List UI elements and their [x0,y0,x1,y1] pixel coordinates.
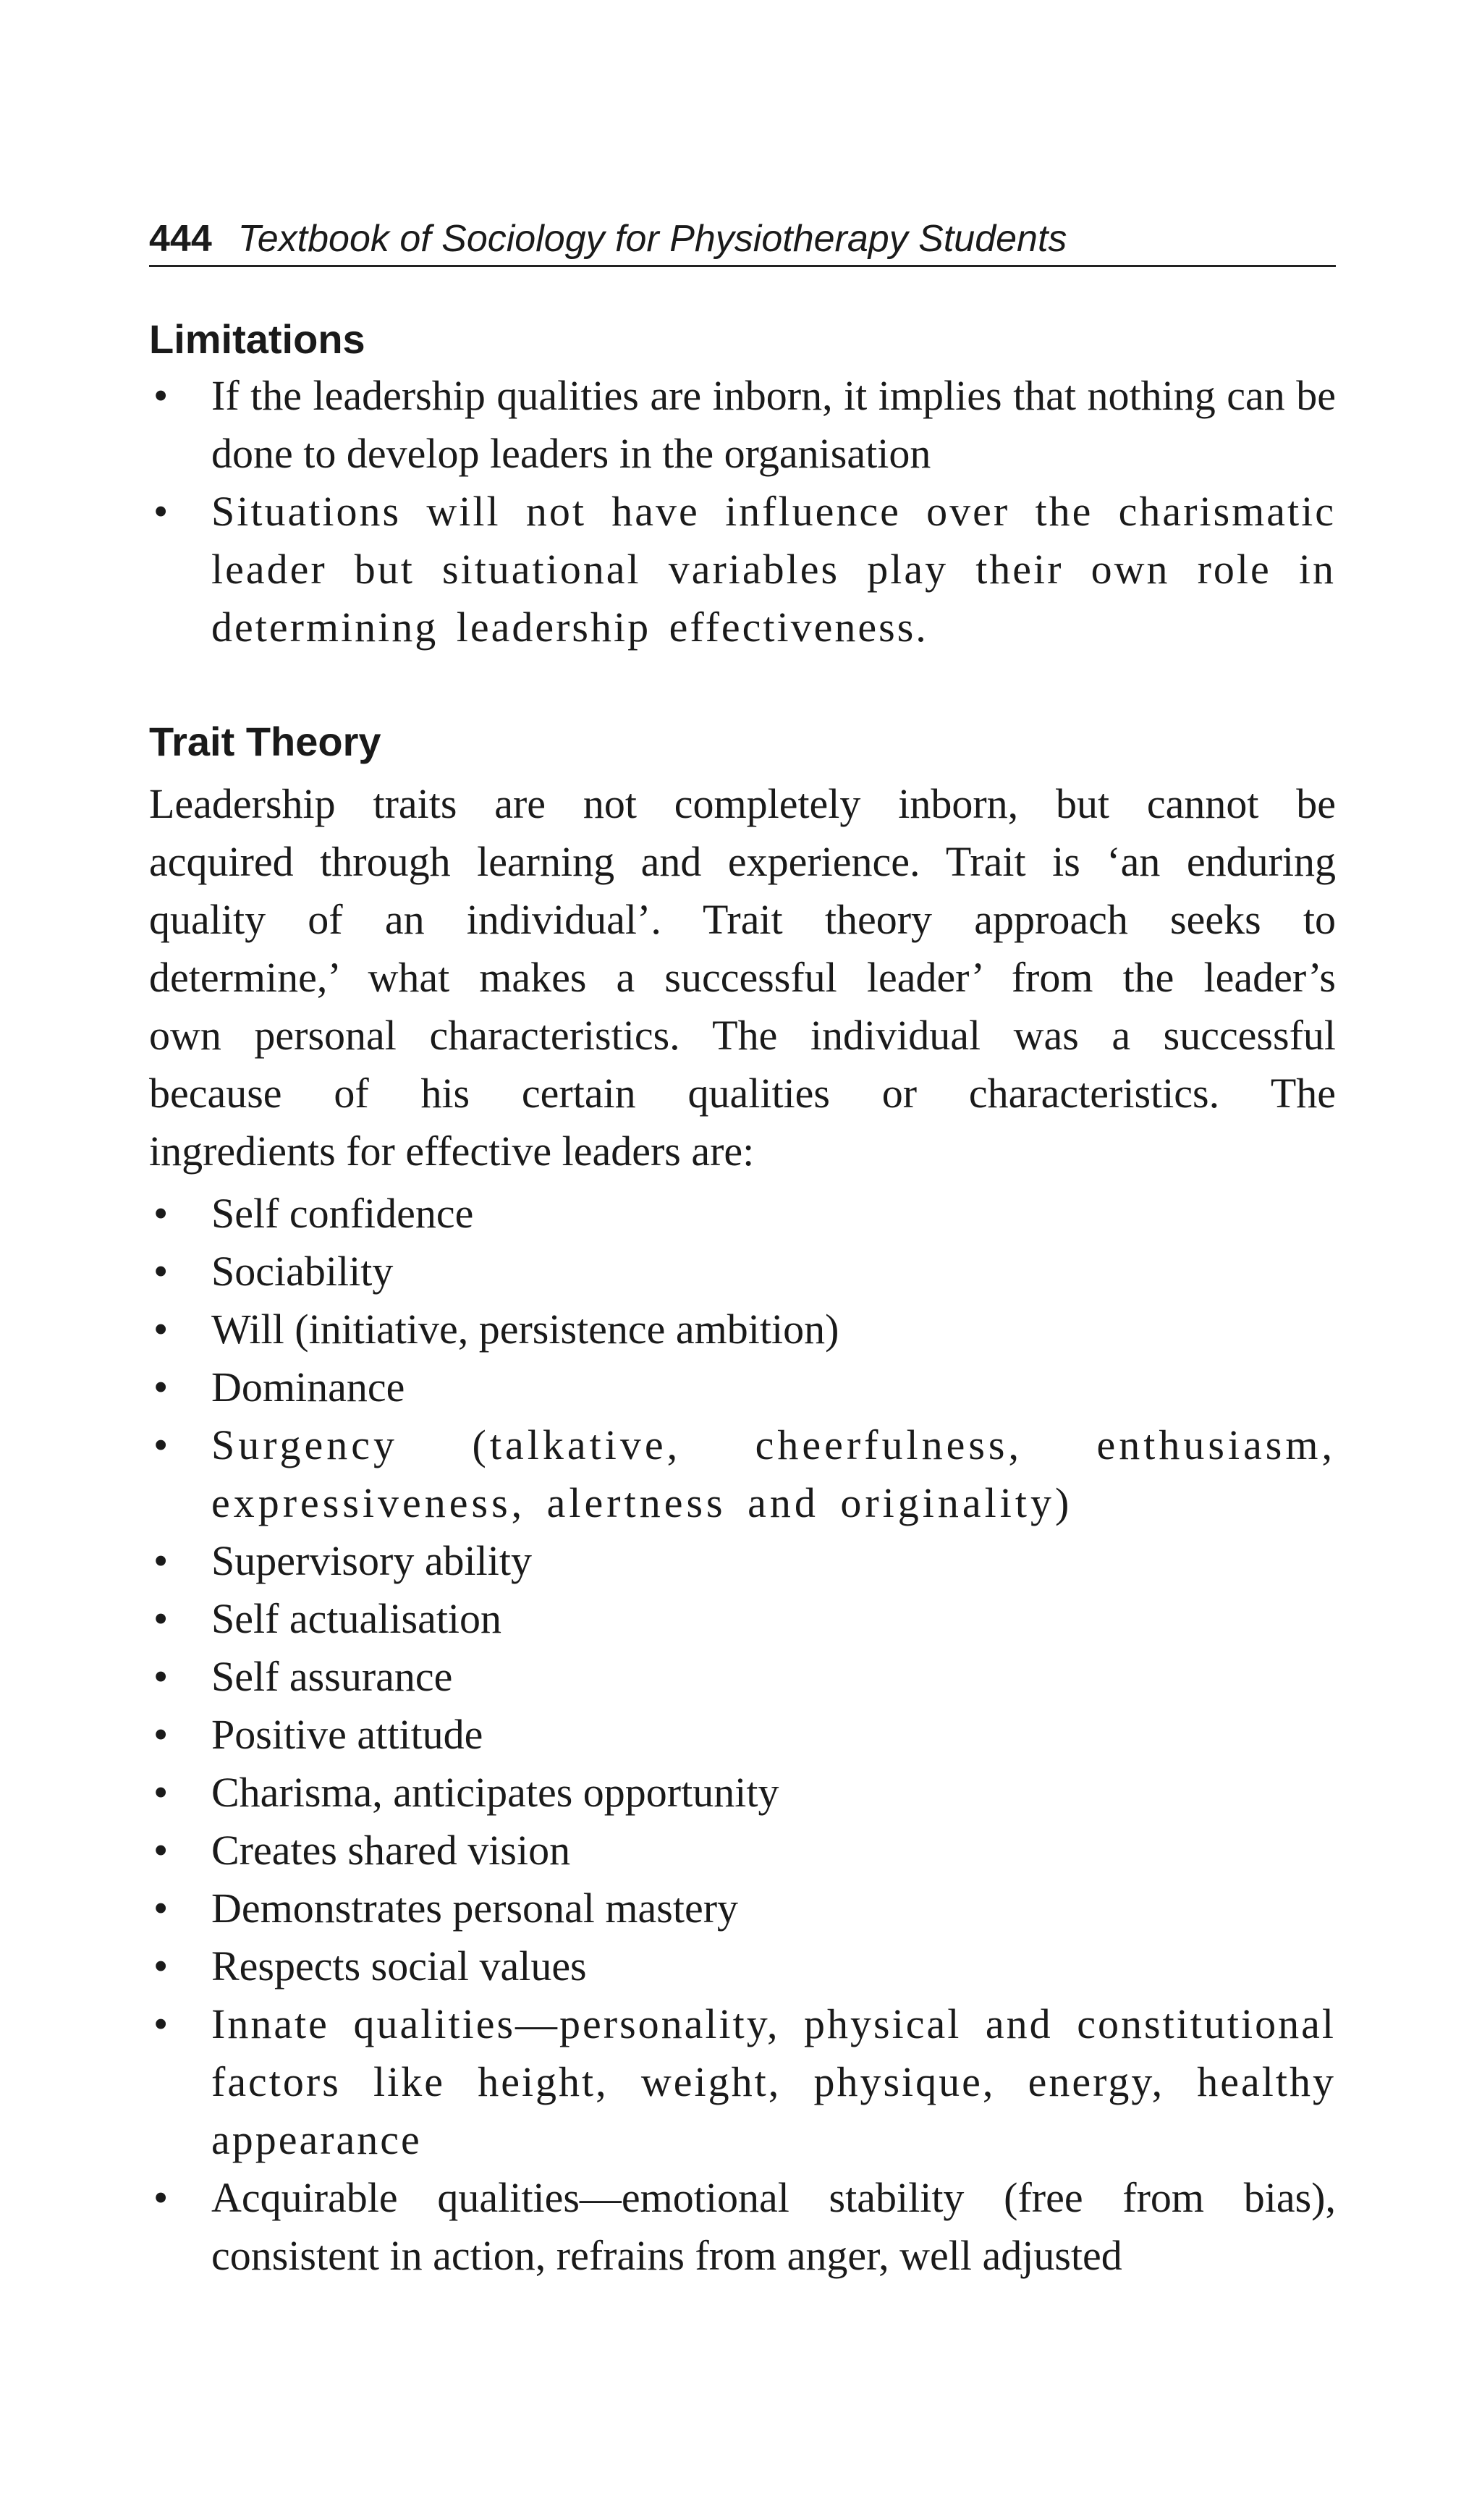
list-item [149,1301,1336,1358]
bullet-icon: • [153,2000,171,2047]
list-item-text: Sociability [211,1248,394,1295]
limitations-heading: Limitations [149,316,365,362]
list-item [149,483,1336,656]
page-number: 444 [149,218,212,260]
list-item-text: Self assurance [211,1653,453,1700]
limitations-list [149,367,1336,656]
list-item-text: Supervisory ability [211,1537,533,1584]
list-item [149,1995,1336,2169]
bullet-icon: • [153,372,169,419]
list-item [149,1706,1336,1764]
bullet-icon: • [153,1595,169,1642]
bullet-icon: • [153,1248,169,1295]
paragraph-line: acquired through learning and experience. Trait is ‘an enduring [149,838,1336,885]
list-item-text: Dominance [211,1363,405,1411]
bullet-icon: • [153,1711,169,1758]
bullet-icon: • [153,1190,169,1237]
list-item-text: Respects social values [211,1942,587,1990]
list-item [149,1358,1336,1416]
list-item-text: Acquirable qualities—emotional stability (free from bias), consistent in action, refrains from anger, well adjusted [211,2174,1336,2279]
bullet-icon: • [153,488,171,535]
list-item-text: Innate qualities—personality, physical and constitutional factors like height, weight, physique, energy, healthy appearance [211,2000,1336,2163]
paragraph-line: ingredients for effective leaders are: [149,1128,755,1175]
list-item-text: Demonstrates personal mastery [211,1885,739,1932]
book-title: Textbook of Sociology for Physiotherapy Students [237,218,1067,260]
paragraph-line: determine,’ what makes a successful leader’ from the leader’s [149,954,1336,1001]
bullet-icon: • [153,1827,169,1874]
list-item [149,2169,1336,2285]
list-item-text: If the leadership qualities are inborn, it implies that nothing can be done to develop leaders in the organisation [211,372,1336,477]
list-item [149,367,1336,483]
list-item [149,1532,1336,1590]
list-item-text: Positive attitude [211,1711,483,1758]
list-item [149,1937,1336,1995]
trait-theory-heading: Trait Theory [149,719,381,764]
trait-theory-paragraph [149,775,1336,1180]
bullet-icon: • [153,1942,169,1990]
bullet-icon: • [153,1537,169,1584]
paragraph-line: because of his certain qualities or characteristics. The [149,1070,1336,1117]
list-item-text: Self actualisation [211,1595,502,1642]
list-item-text: Surgency (talkative, cheerfulness, enthusiasm, expressiveness, alertness and originality) [211,1421,1336,1526]
book-page [149,217,1336,2285]
list-item-text: Will (initiative, persistence ambition) [211,1306,839,1353]
list-item [149,1764,1336,1822]
running-header [149,217,1336,267]
traits-list [149,1185,1336,2285]
bullet-icon: • [153,1885,169,1932]
list-item [149,1243,1336,1301]
list-item [149,1590,1336,1648]
bullet-icon: • [153,1306,169,1353]
paragraph-line: Leadership traits are not completely inborn, but cannot be [149,780,1336,827]
paragraph-line: quality of an individual’. Trait theory approach seeks to [149,896,1336,943]
bullet-icon: • [153,2174,169,2221]
list-item [149,1185,1336,1243]
list-item [149,1416,1336,1532]
list-item [149,1648,1336,1706]
bullet-icon: • [153,1363,169,1411]
list-item-text: Creates shared vision [211,1827,571,1874]
list-item [149,1880,1336,1937]
list-item [149,1822,1336,1880]
list-item-text: Situations will not have influence over the charismatic leader but situational variables play their own role in determining leadership effectiveness. [211,488,1336,651]
bullet-icon: • [153,1653,169,1700]
list-item-text: Self confidence [211,1190,474,1237]
paragraph-line: own personal characteristics. The individual was a successful [149,1012,1336,1059]
bullet-icon: • [153,1421,172,1468]
bullet-icon: • [153,1769,169,1816]
list-item-text: Charisma, anticipates opportunity [211,1769,779,1816]
